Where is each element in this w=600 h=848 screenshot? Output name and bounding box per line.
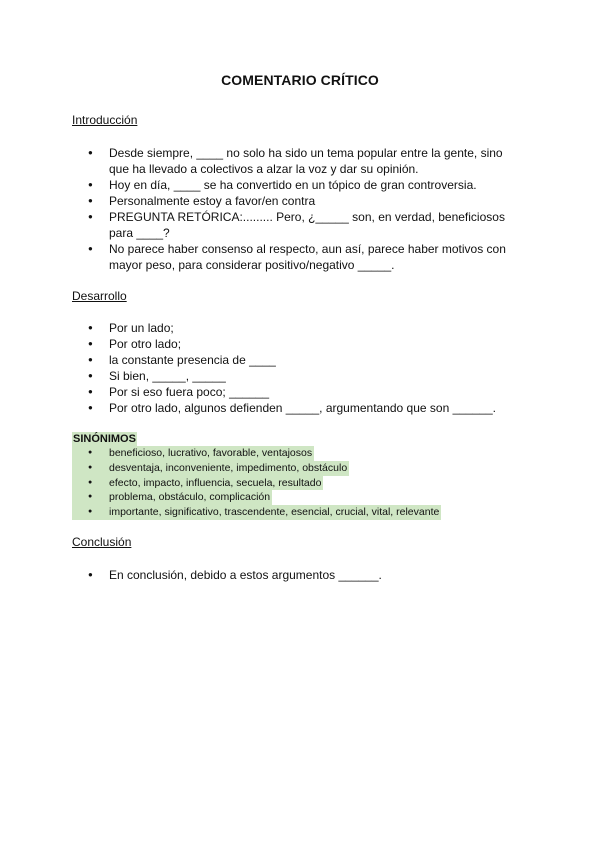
list-item: ● PREGUNTA RETÓRICA:......... Pero, ¿_____ son, en verdad, beneficiosos para ____? (72, 209, 518, 241)
synonym-item: ● beneficioso, lucrativo, favorable, ventajosos (72, 446, 314, 461)
conclusion-list (72, 567, 518, 583)
synonym-item: ● desventaja, inconveniente, impedimento, obstáculo (72, 461, 349, 476)
synonym-item: ● importante, significativo, trascendente, esencial, crucial, vital, relevante (72, 505, 441, 520)
list-item: ● Por un lado; (72, 320, 518, 336)
synonym-item: ● problema, obstáculo, complicación (72, 490, 272, 505)
list-item: ● Por otro lado, algunos defienden _____, argumentando que son ______. (72, 400, 518, 416)
list-item: ● Personalmente estoy a favor/en contra (72, 193, 518, 209)
list-item: ● Hoy en día, ____ se ha convertido en un tópico de gran controversia. (72, 177, 518, 193)
section-heading-desarrollo: Desarrollo (72, 289, 127, 303)
list-item: ● Por otro lado; (72, 336, 518, 352)
list-item: ● Desde siempre, ____ no solo ha sido un tema popular entre la gente, sino que ha llevado a colectivos a alzar la voz y dar su opinión. (72, 145, 518, 177)
sinonimos-heading: SINÓNIMOS (73, 433, 136, 445)
synonym-item: ● efecto, impacto, influencia, secuela, resultado (72, 476, 323, 491)
sinonimos-list (72, 446, 441, 520)
desarrollo-list (72, 320, 518, 416)
introduccion-list (72, 145, 518, 273)
document-title: COMENTARIO CRÍTICO (221, 72, 379, 88)
list-item: ● Si bien, _____, _____ (72, 368, 518, 384)
list-item: ● No parece haber consenso al respecto, aun así, parece haber motivos con mayor peso, para considerar positivo/negativo _____. (72, 241, 518, 273)
list-item: ● la constante presencia de ____ (72, 352, 518, 368)
section-heading-introduccion: Introducción (72, 113, 138, 127)
list-item: ● En conclusión, debido a estos argumentos ______. (72, 567, 518, 583)
section-heading-conclusion: Conclusión (72, 535, 132, 549)
list-item: ● Por si eso fuera poco; ______ (72, 384, 518, 400)
